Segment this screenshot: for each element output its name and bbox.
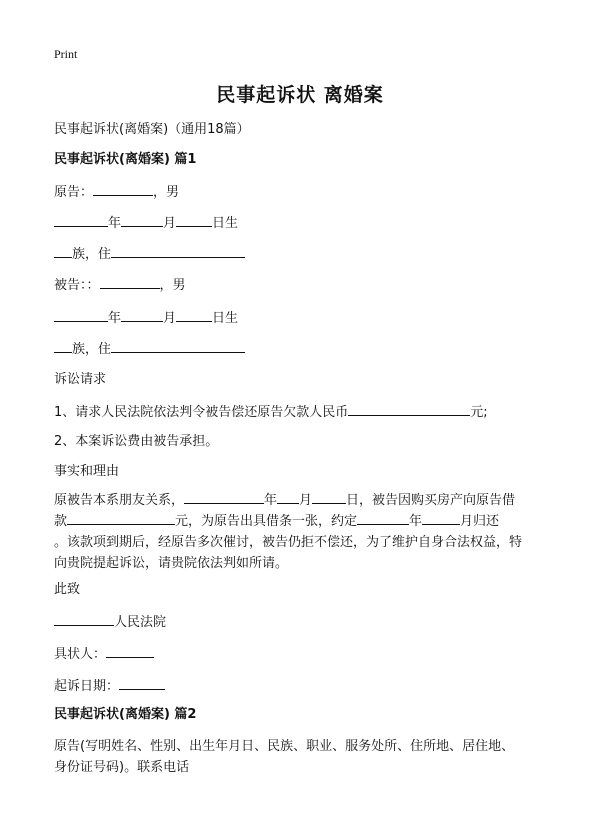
plaintiff-birth-line: [54, 213, 238, 233]
blank: [348, 402, 470, 416]
plaintiff-address-line: [54, 244, 245, 264]
facts-line-4: 向贵院提起诉讼，请贵院依法判如所请。: [54, 556, 289, 571]
blank: [357, 511, 409, 525]
facts-text: 元，为原告出具借条一张，约定: [175, 514, 358, 529]
blank: [54, 308, 108, 322]
section2-line-1: 原告(写明姓名、性别、出生年月日、民族、职业、服务处所、住所地、居住地、: [54, 739, 515, 754]
blank: [100, 275, 160, 289]
blank: [176, 213, 212, 227]
year-label: 年: [108, 311, 122, 326]
facts-text: 年: [409, 514, 423, 529]
blank: [277, 490, 299, 504]
claim-1-unit: 元;: [470, 405, 488, 420]
signer-line: [54, 644, 154, 664]
blank: [119, 676, 165, 690]
blank: [54, 244, 72, 258]
blank: [184, 490, 264, 504]
section2-line-2: 身份证号码)。联系电话: [54, 760, 190, 775]
ethnic-label: 族，住: [72, 342, 112, 357]
ethnic-label: 族，住: [72, 247, 112, 262]
facts-line-1: [54, 490, 554, 511]
blank: [54, 213, 108, 227]
defendant-label: 被告：：: [54, 278, 100, 293]
plaintiff-label: 原告：: [54, 185, 94, 200]
facts-text: 原被告本系朋友关系，: [54, 493, 185, 508]
signer-label: 具状人：: [54, 647, 107, 662]
blank: [54, 612, 114, 626]
year-label: 年: [108, 216, 122, 231]
claims-heading: 诉讼请求: [54, 372, 107, 387]
month-label: 月: [163, 216, 177, 231]
blank: [93, 182, 153, 196]
facts-text: 年: [264, 493, 278, 508]
subtitle: 民事起诉状(离婚案)（通用18篇）: [54, 122, 250, 137]
plaintiff-line: [54, 182, 179, 202]
defendant-birth-line: [54, 308, 238, 328]
month-label: 月: [163, 311, 177, 326]
facts-heading: 事实和理由: [54, 464, 120, 479]
print-label: Print: [54, 47, 78, 61]
defendant-line: [54, 275, 186, 295]
defendant-address-line: [54, 339, 245, 359]
blank: [54, 339, 72, 353]
gender-label: ，男: [159, 278, 186, 293]
blank: [111, 339, 245, 353]
claim-1-text: 1、请求人民法院依法判令被告偿还原告欠款人民币: [54, 405, 349, 420]
blank: [106, 644, 154, 658]
blank: [422, 511, 460, 525]
date-label: 起诉日期：: [54, 679, 120, 694]
blank: [312, 490, 346, 504]
court-line: [54, 612, 166, 632]
facts-line-2: [54, 511, 554, 532]
blank: [121, 213, 163, 227]
facts-text: 日，被告因购买房产向原告借: [346, 493, 516, 508]
court-label: 人民法院: [114, 615, 167, 630]
facts-paragraph: [54, 490, 554, 574]
date-line: [54, 676, 165, 696]
section2-heading: 民事起诉状(离婚案) 篇2: [54, 707, 197, 722]
salutation: 此致: [54, 582, 81, 597]
page-title: 民事起诉状 离婚案: [216, 84, 384, 106]
facts-text: 月: [299, 493, 313, 508]
born-label: 日生: [212, 216, 239, 231]
section1-heading: 民事起诉状(离婚案) 篇1: [54, 152, 197, 167]
born-label: 日生: [212, 311, 239, 326]
blank: [67, 511, 175, 525]
claim-2: 2、本案诉讼费由被告承担。: [54, 434, 219, 449]
claim-1: [54, 402, 488, 422]
blank: [111, 244, 245, 258]
facts-text: 款: [54, 514, 68, 529]
facts-line-3: 。该款项到期后，经原告多次催讨，被告仍拒不偿还，为了维护自身合法权益，特: [54, 535, 523, 550]
gender-label: ，男: [153, 185, 180, 200]
facts-text: 月归还: [460, 514, 500, 529]
blank: [176, 308, 212, 322]
blank: [121, 308, 163, 322]
